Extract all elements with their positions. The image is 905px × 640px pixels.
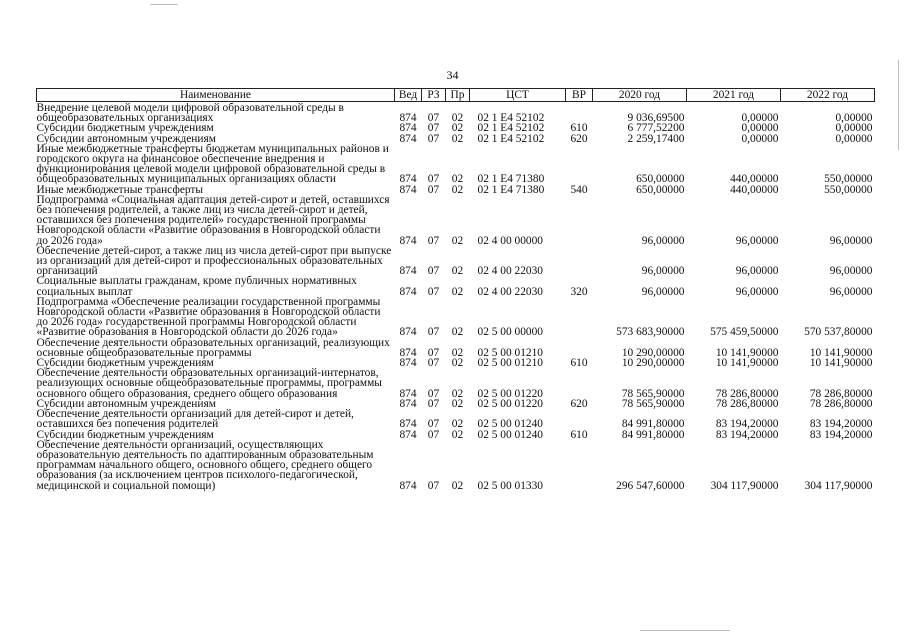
cell-vr: 610: [570, 357, 588, 370]
cell-pr: 02: [451, 387, 464, 400]
cell-rz: 07: [427, 173, 440, 186]
cell-2021: 575 459,50000: [710, 326, 779, 339]
cell-2022: 78 286,80000: [809, 387, 873, 400]
table-row: [37, 297, 875, 338]
table-row: [37, 440, 875, 491]
scan-artifact-bottom: [640, 630, 730, 631]
cell-pr: 02: [451, 326, 464, 339]
cell-name: Иные межбюджетные трансферты: [36, 183, 204, 196]
cell-2022: 96,00000: [829, 285, 873, 298]
cell-rz: 07: [427, 387, 440, 400]
header-2021: 2021 год: [687, 89, 781, 102]
cell-cst: 02 1 E4 52102: [477, 112, 545, 125]
cell-2022: 10 141,90000: [809, 346, 873, 359]
header-2020: 2020 год: [593, 89, 687, 102]
header-2022: 2022 год: [781, 89, 875, 102]
table-row: [37, 102, 875, 124]
cell-2021: 10 141,90000: [715, 357, 779, 370]
cell-vr: 320: [570, 285, 588, 298]
cell-rz: 07: [427, 234, 440, 247]
cell-vr: 610: [570, 122, 588, 135]
cell-name: Субсидии бюджетным учреждениям: [36, 357, 214, 370]
cell-ved: 874: [399, 285, 417, 298]
cell-2021: 304 117,90000: [710, 479, 779, 492]
cell-pr: 02: [451, 397, 464, 410]
cell-2020: 296 547,60000: [616, 479, 685, 492]
cell-cst: 02 1 E4 52102: [477, 132, 545, 145]
cell-ved: 874: [399, 132, 417, 145]
cell-2020: 6 777,52200: [627, 122, 685, 135]
cell-pr: 02: [451, 132, 464, 145]
header-row: [37, 89, 875, 102]
cell-rz: 07: [427, 346, 440, 359]
cell-2021: 0,00000: [741, 112, 779, 125]
cell-vr: [566, 246, 593, 277]
cell-cst: 02 1 E4 71380: [477, 183, 545, 196]
cell-ved: 874: [399, 346, 417, 359]
cell-cst: 02 5 00 01240: [477, 428, 543, 441]
cell-2020: 650,00000: [636, 183, 685, 196]
cell-ved: 874: [399, 112, 417, 125]
cell-2022: 96,00000: [829, 234, 873, 247]
cell-vr: 610: [570, 428, 588, 441]
cell-ved: 874: [399, 265, 417, 278]
cell-rz: 07: [427, 418, 440, 431]
cell-2022: 78 286,80000: [809, 397, 873, 410]
cell-2021: 10 141,90000: [715, 346, 779, 359]
cell-rz: 07: [427, 357, 440, 370]
cell-pr: 02: [451, 173, 464, 186]
cell-2020: 96,00000: [641, 265, 685, 278]
cell-2021: 78 286,80000: [715, 397, 779, 410]
cell-2022: 0,00000: [835, 132, 873, 145]
table-row: [37, 409, 875, 429]
cell-rz: 07: [427, 122, 440, 135]
cell-2021: 83 194,20000: [715, 418, 779, 431]
cell-2022: 96,00000: [829, 265, 873, 278]
cell-rz: 07: [427, 132, 440, 145]
cell-2021: 0,00000: [741, 132, 779, 145]
cell-name: Субсидии бюджетным учреждениям: [36, 428, 214, 441]
table-row: [37, 338, 875, 358]
cell-name: Субсидии автономным учреждениям: [36, 132, 216, 145]
cell-cst: 02 5 00 01220: [477, 397, 543, 410]
cell-pr: 02: [451, 112, 464, 125]
cell-2020: 78 565,90000: [621, 387, 685, 400]
cell-pr: 02: [451, 122, 464, 135]
cell-name: Обеспечение деятельности образовательных организаций, реализующих основные общеобразовательные программы: [36, 336, 390, 359]
cell-vr: [566, 368, 593, 399]
cell-cst: 02 5 00 01330: [477, 479, 543, 492]
cell-2020: 96,00000: [641, 234, 685, 247]
cell-2022: 550,00000: [824, 183, 873, 196]
header-cst: ЦСТ: [470, 89, 566, 102]
cell-2021: 96,00000: [735, 265, 779, 278]
cell-rz: 07: [427, 326, 440, 339]
cell-cst: 02 5 00 00000: [477, 326, 543, 339]
cell-cst: 02 5 00 01210: [477, 346, 543, 359]
cell-2022: 550,00000: [824, 173, 873, 186]
cell-2020: 2 259,17400: [627, 132, 685, 145]
table-body: [37, 102, 875, 491]
cell-2022: 304 117,90000: [804, 479, 873, 492]
cell-cst: 02 4 00 22030: [477, 285, 543, 298]
cell-cst: 02 4 00 22030: [477, 265, 543, 278]
cell-2022: 570 537,80000: [804, 326, 873, 339]
cell-2020: 78 565,90000: [621, 397, 685, 410]
cell-ved: 874: [399, 357, 417, 370]
cell-name: Подпрограмма «Обеспечение реализации государственной программы Новгородской области «Развитие образования в Новгородской области до 2026 года» государственной программы Новгородской области «Развитие образования в Новгородской области до 2026 года»: [36, 295, 381, 339]
cell-rz: 07: [427, 285, 440, 298]
cell-name: Обеспечение детей-сирот, а также лиц из числа детей-сирот при выпуске из организаций для детей-сирот и профессиональных образовательных организаций: [36, 244, 392, 278]
cell-rz: 07: [427, 397, 440, 410]
cell-name: Подпрограмма «Социальная адаптация детей-сирот и детей, оставшихся без попечения родителей, а также лиц из числа детей-сирот и детей, оставшихся без попечения родителей» государственной программы Новгородской области «Развитие образования в Новгородской области до 2026 года»: [36, 193, 390, 247]
cell-cst: 02 5 00 01240: [477, 418, 543, 431]
cell-2022: 83 194,20000: [809, 418, 873, 431]
header-vr: ВР: [566, 89, 593, 102]
cell-vr: [566, 195, 593, 246]
cell-ved: 874: [399, 173, 417, 186]
cell-2020: 10 290,00000: [621, 346, 685, 359]
cell-name: Внедрение целевой модели цифровой образовательной среды в общеобразовательных организациях: [36, 102, 344, 125]
cell-name: Обеспечение деятельности организаций для детей-сирот и детей, оставшихся без попечения родителей: [36, 408, 354, 431]
cell-ved: 874: [399, 428, 417, 441]
cell-cst: 02 5 00 01210: [477, 357, 543, 370]
cell-pr: 02: [451, 183, 464, 196]
cell-vr: [566, 409, 593, 429]
table-row: [37, 144, 875, 185]
cell-pr: 02: [451, 285, 464, 298]
cell-2021: 96,00000: [735, 285, 779, 298]
cell-pr: 02: [451, 418, 464, 431]
cell-name: Иные межбюджетные трансферты бюджетам муниципальных районов и городского округа на финансовое обеспечение внедрения и функционирования целевой модели цифровой образовательной среды в общеобразовательных муниципальных организациях области: [36, 142, 389, 186]
cell-2022: 0,00000: [835, 122, 873, 135]
cell-vr: [566, 338, 593, 358]
cell-ved: 874: [399, 234, 417, 247]
cell-ved: 874: [399, 418, 417, 431]
cell-cst: 02 1 E4 52102: [477, 122, 545, 135]
cell-pr: 02: [451, 357, 464, 370]
cell-pr: 02: [451, 428, 464, 441]
cell-name: Обеспечение деятельности организаций, осуществляющих образовательную деятельность по адаптированным образовательным программам начального общего, основного общего, среднего общего образования (за исключением центров психолого-педагогической, медицинской и социальной помощи): [36, 438, 374, 492]
cell-2020: 9 036,69500: [627, 112, 685, 125]
cell-ved: 874: [399, 122, 417, 135]
cell-vr: [566, 440, 593, 491]
cell-2020: 84 991,80000: [621, 418, 685, 431]
header-rz: РЗ: [422, 89, 446, 102]
cell-rz: 07: [427, 428, 440, 441]
cell-2020: 650,00000: [636, 173, 685, 186]
cell-rz: 07: [427, 265, 440, 278]
cell-vr: [566, 102, 593, 124]
cell-rz: 07: [427, 112, 440, 125]
cell-2020: 573 683,90000: [616, 326, 685, 339]
cell-pr: 02: [451, 265, 464, 278]
cell-2021: 0,00000: [741, 122, 779, 135]
cell-vr: [566, 297, 593, 338]
cell-cst: 02 1 E4 71380: [477, 173, 545, 186]
cell-name: Социальные выплаты гражданам, кроме публичных нормативных социальных выплат: [36, 275, 357, 298]
table-row: [37, 246, 875, 277]
cell-vr: 620: [570, 132, 588, 145]
cell-ved: 874: [399, 387, 417, 400]
cell-vr: [566, 144, 593, 185]
cell-2022: 83 194,20000: [809, 428, 873, 441]
cell-rz: 07: [427, 183, 440, 196]
cell-pr: 02: [451, 234, 464, 247]
cell-2020: 96,00000: [641, 285, 685, 298]
cell-2021: 96,00000: [735, 234, 779, 247]
header-pr: Пр: [446, 89, 470, 102]
cell-2022: 10 141,90000: [809, 357, 873, 370]
cell-2021: 440,00000: [730, 183, 779, 196]
header-name: Наименование: [37, 89, 395, 102]
cell-name: Субсидии бюджетным учреждениям: [36, 122, 214, 135]
cell-2021: 78 286,80000: [715, 387, 779, 400]
table-row: [37, 368, 875, 399]
cell-pr: 02: [451, 346, 464, 359]
budget-table: [36, 88, 875, 491]
cell-2022: 0,00000: [835, 112, 873, 125]
table-row: [37, 276, 875, 296]
cell-2020: 84 991,80000: [621, 428, 685, 441]
cell-cst: 02 4 00 00000: [477, 234, 543, 247]
page-number: 34: [446, 68, 459, 82]
cell-ved: 874: [399, 183, 417, 196]
cell-cst: 02 5 00 01220: [477, 387, 543, 400]
cell-name: Обеспечение деятельности образовательных организаций-интернатов, реализующих основные общеобразовательные программы, программы основного общего образования, среднего общего образования: [36, 367, 382, 400]
cell-vr: 620: [570, 397, 588, 410]
cell-2021: 440,00000: [730, 173, 779, 186]
cell-2020: 10 290,00000: [621, 357, 685, 370]
cell-ved: 874: [399, 397, 417, 410]
table-row: [37, 195, 875, 246]
cell-ved: 874: [399, 479, 417, 492]
header-ved: Вед: [395, 89, 422, 102]
cell-vr: 540: [570, 183, 588, 196]
cell-name: Субсидии автономным учреждениям: [36, 397, 216, 410]
cell-2021: 83 194,20000: [715, 428, 779, 441]
cell-rz: 07: [427, 479, 440, 492]
cell-ved: 874: [399, 326, 417, 339]
cell-pr: 02: [451, 479, 464, 492]
scan-artifact-top: [150, 4, 178, 5]
